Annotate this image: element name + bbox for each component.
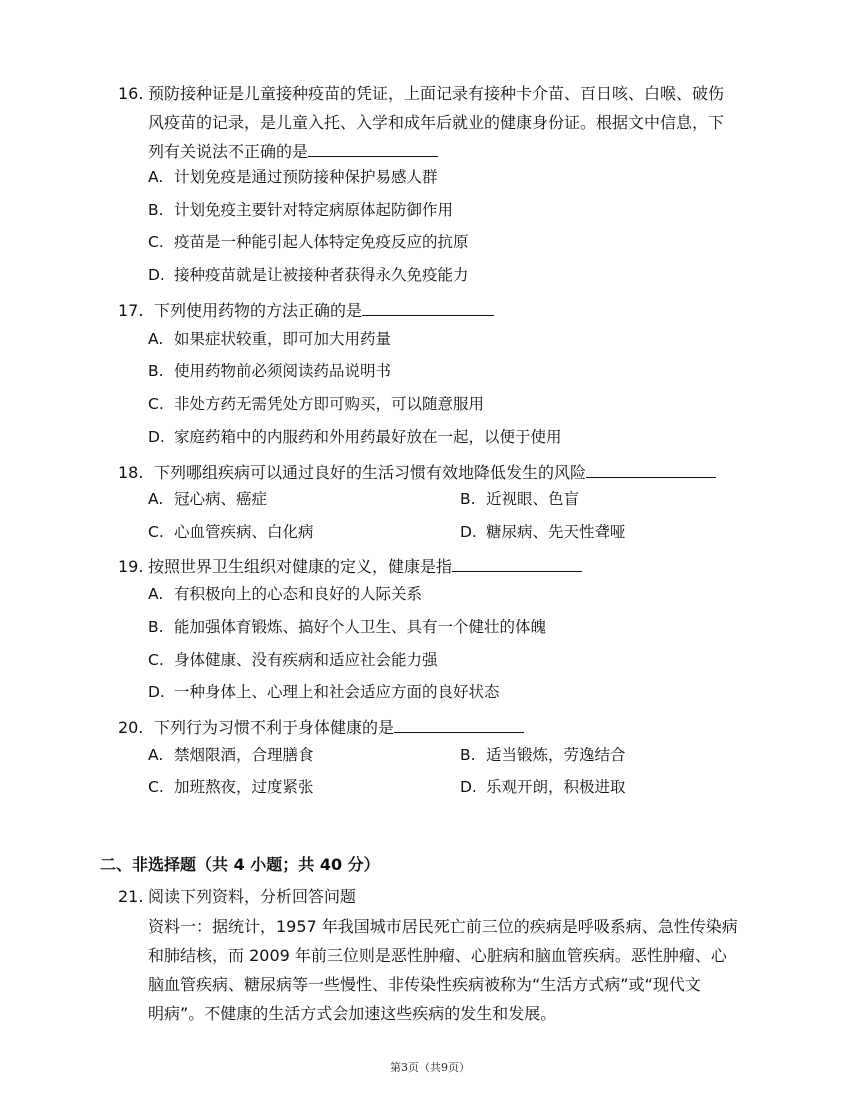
- question-21: [118, 882, 778, 911]
- question-number: 20.: [118, 718, 144, 737]
- option-18-a[interactable]: A. 冠心病、癌症: [148, 490, 268, 508]
- option-20-a[interactable]: A. 禁烟限酒，合理膳食: [148, 746, 314, 764]
- question-19: [118, 552, 778, 581]
- material-line: 脑血管疾病、糖尿病等一些慢性、非传染性疾病被称为“生活方式病”或“现代文: [148, 975, 701, 994]
- answer-blank[interactable]: [308, 138, 438, 157]
- option-19-d[interactable]: D. 一种身体上、心理上和社会适应方面的良好状态: [148, 683, 500, 701]
- question-stem-line: 预防接种证是儿童接种疫苗的凭证，上面记录有接种卡介苗、百日咳、白喉、破伤: [148, 84, 725, 103]
- option-18-b[interactable]: B. 近视眼、色盲: [460, 490, 580, 508]
- answer-blank[interactable]: [394, 714, 524, 733]
- question-stem: 按照世界卫生组织对健康的定义，健康是指: [148, 557, 453, 576]
- option-17-b[interactable]: B. 使用药物前必须阅读药品说明书: [148, 362, 392, 380]
- option-16-c[interactable]: C. 疫苗是一种能引起人体特定免疫反应的抗原: [148, 233, 469, 251]
- option-19-a[interactable]: A. 有积极向上的心态和良好的人际关系: [148, 585, 423, 603]
- section-title: 二、非选择题（共 4 小题；共 40 分）: [100, 855, 380, 874]
- question-number: 18.: [118, 463, 144, 482]
- material-line: 和肺结核，而 2009 年前三位则是恶性肿瘤、心脏病和脑血管疾病。恶性肿瘤、心: [148, 946, 727, 965]
- material-line: 明病”。不健康的生活方式会加速这些疾病的发生和发展。: [148, 1004, 557, 1023]
- option-16-d[interactable]: D. 接种疫苗就是让被接种者获得永久免疫能力: [148, 266, 469, 284]
- material-paragraph: [148, 912, 780, 1028]
- answer-blank[interactable]: [452, 553, 582, 572]
- question-stem: 下列使用药物的方法正确的是: [154, 301, 363, 320]
- answer-blank[interactable]: [586, 459, 716, 478]
- question-number: 17.: [118, 301, 144, 320]
- question-stem: 阅读下列资料，分析回答问题: [148, 887, 357, 906]
- page-footer: 第3页（共9页）: [390, 1061, 470, 1074]
- question-number: 21.: [118, 887, 144, 906]
- option-18-c[interactable]: C. 心血管疾病、白化病: [148, 523, 314, 541]
- answer-blank[interactable]: [362, 297, 494, 316]
- option-17-d[interactable]: D. 家庭药箱中的内服药和外用药最好放在一起，以便于使用: [148, 428, 562, 446]
- question-18: [118, 458, 778, 487]
- option-20-d[interactable]: D. 乐观开朗，积极进取: [460, 778, 626, 796]
- question-stem-line: 风疫苗的记录，是儿童入托、入学和成年后就业的健康身份证。根据文中信息，下: [148, 113, 725, 132]
- option-16-a[interactable]: A. 计划免疫是通过预防接种保护易感人群: [148, 168, 438, 186]
- option-17-a[interactable]: A. 如果症状较重，即可加大用药量: [148, 330, 392, 348]
- question-20: [118, 713, 778, 742]
- option-20-b[interactable]: B. 适当锻炼，劳逸结合: [460, 746, 626, 764]
- question-stem-line: 列有关说法不正确的是: [148, 142, 309, 161]
- question-stem: 下列行为习惯不利于身体健康的是: [154, 718, 395, 737]
- question-stem: 下列哪组疾病可以通过良好的生活习惯有效地降低发生的风险: [154, 463, 587, 482]
- option-17-c[interactable]: C. 非处方药无需凭处方即可购买，可以随意服用: [148, 395, 485, 413]
- option-19-b[interactable]: B. 能加强体育锻炼、搞好个人卫生、具有一个健壮的体魄: [148, 618, 547, 636]
- question-16: [118, 79, 778, 166]
- option-18-d[interactable]: D. 糖尿病、先天性聋哑: [460, 523, 626, 541]
- option-16-b[interactable]: B. 计划免疫主要针对特定病原体起防御作用: [148, 201, 454, 219]
- question-17: [118, 296, 778, 325]
- option-19-c[interactable]: C. 身体健康、没有疾病和适应社会能力强: [148, 651, 438, 669]
- option-20-c[interactable]: C. 加班熬夜，过度紧张: [148, 778, 314, 796]
- material-line: 资料一：据统计，1957 年我国城市居民死亡前三位的疾病是呼吸系病、急性传染病: [148, 917, 738, 936]
- question-number: 16.: [118, 84, 144, 103]
- question-number: 19.: [118, 557, 144, 576]
